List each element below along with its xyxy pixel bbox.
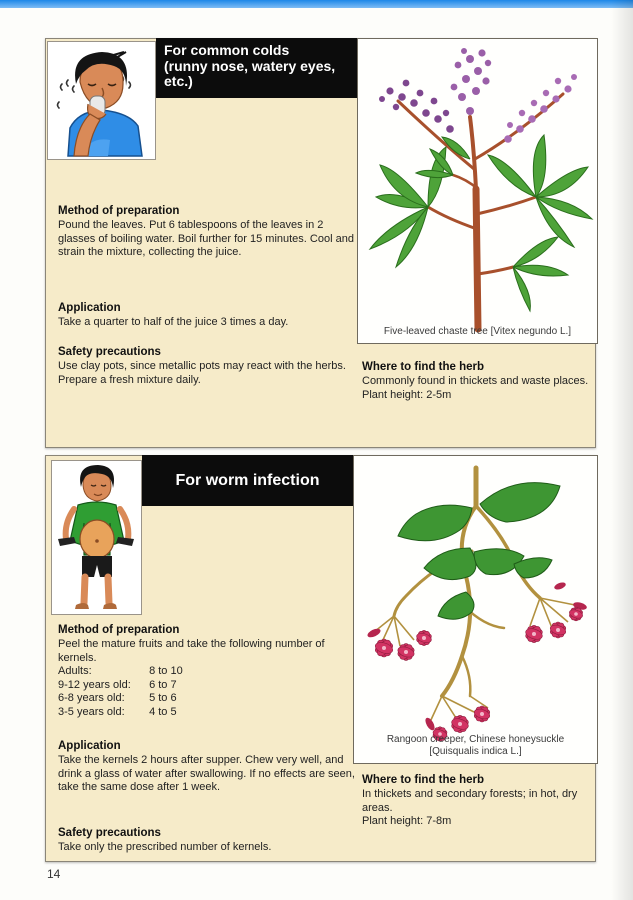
application [58,740,356,795]
method-of-preparation [58,624,356,719]
safety-precautions [58,827,356,855]
chaste-tree-figure [357,38,598,344]
safety-body: Use clay pots, since metallic pots may react with the herbs. Prepare a fresh mixture daily. [58,360,346,386]
where-to-find [362,774,592,829]
where-body: Commonly found in thickets and waste places. [362,375,589,387]
application [58,302,356,330]
section-header-common-colds [156,38,359,98]
plant-caption: Five-leaved chaste tree [Vitex negundo L.] [383,325,572,337]
rangoon-creeper-figure [353,455,598,764]
section-title-line: For common colds [164,42,290,58]
worm-belly-child-icon [54,463,139,612]
section-title-line: etc.) [164,73,193,89]
rangoon-creeper-illustration [354,456,597,763]
where-to-find [362,361,592,402]
application-body: Take the kernels 2 hours after supper. Chew very well, and drink a glass of water after swallowing. If no effects are seen, take the same dose after 1 week. [58,754,355,793]
plant-height: Plant height: 7-8m [362,815,452,827]
sneezing-person-icon [50,44,153,157]
sneezing-person-figure [47,41,156,160]
dose-row: Adults: 8 to 10 [58,665,183,677]
dose-row: 9-12 years old: 6 to 7 [58,678,177,691]
where-body: In thickets and secondary forests; in hot, dry areas. [362,788,578,814]
safety-precautions [58,346,356,387]
method-body: Pound the leaves. Put 6 tablespoons of the leaves in 2 glasses of boiling water. Boil further for 15 minutes. Cool and strain the mixture, collecting the juice. [58,219,354,258]
page-number: 14 [47,867,61,881]
page-edge-shadow [611,0,633,900]
application-heading: Application [58,740,121,752]
browser-top-bar [0,0,633,8]
safety-body: Take only the prescribed number of kernels. [58,841,272,853]
section-title-line: (runny nose, watery eyes, [164,57,336,74]
where-heading: Where to find the herb [362,361,485,373]
section-header-worm-infection [142,455,353,506]
plant-caption: Rangoon creeper, Chinese honeysuckle [Quisqualis indica L.] [386,734,565,757]
worm-belly-child-figure [51,460,142,615]
method-of-preparation [58,205,356,260]
method-intro: Peel the mature fruits and take the following number of kernels. [58,638,325,664]
application-body: Take a quarter to half of the juice 3 times a day. [58,316,289,328]
dose-row: 6-8 years old: 5 to 6 [58,692,177,704]
application-heading: Application [58,302,121,314]
section-worm-infection [45,455,596,862]
method-heading: Method of preparation [58,624,180,636]
where-heading: Where to find the herb [362,774,485,786]
dose-row: 3-5 years old: 4 to 5 [58,705,177,718]
chaste-tree-illustration [358,39,597,343]
safety-heading: Safety precautions [58,346,161,358]
section-common-colds [45,38,596,448]
safety-heading: Safety precautions [58,827,161,839]
plant-height: Plant height: 2-5m [362,388,452,401]
section-title-line: For worm infection [175,471,320,489]
method-heading: Method of preparation [58,205,180,217]
